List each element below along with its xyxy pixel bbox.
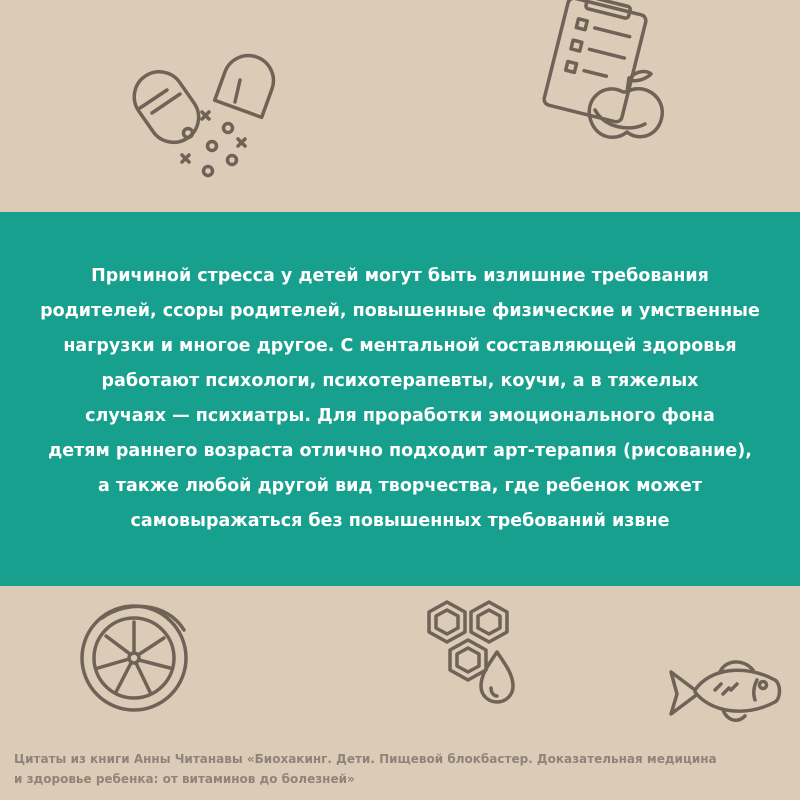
caption-line: и здоровье ребенка: от витаминов до болезней» bbox=[14, 772, 355, 786]
caption-line: Цитаты из книги Анны Читанавы «Биохакинг. Дети. Пищевой блокбастер. Доказательная медицина bbox=[14, 752, 717, 766]
quote-line: случаях — психиатры. Для проработки эмоционального фона bbox=[85, 406, 715, 426]
quote-line: нагрузки и многое другое. С ментальной составляющей здоровья bbox=[63, 336, 737, 356]
quote-line: родителей, ссоры родителей, повышенные физические и умственные bbox=[40, 301, 760, 321]
quote-line: а также любой другой вид творчества, где ребенок может bbox=[97, 476, 703, 496]
quote-line: Причиной стресса у детей могут быть излишние требования bbox=[91, 266, 709, 286]
quote-banner bbox=[0, 212, 800, 586]
checklist-apple-icon bbox=[535, 0, 665, 150]
honeycomb-drop-icon bbox=[425, 600, 525, 710]
fish-icon bbox=[665, 650, 785, 740]
quote-text bbox=[10, 259, 790, 539]
citrus-slice-icon bbox=[72, 590, 202, 720]
quote-line: детям раннего возраста отлично подходит арт-терапия (рисование), bbox=[48, 441, 752, 461]
capsule-pills-icon bbox=[110, 40, 280, 190]
source-caption bbox=[14, 749, 794, 789]
quote-line: самовыражаться без повышенных требований извне bbox=[130, 511, 670, 531]
quote-line: работают психологи, психотерапевты, коучи, а в тяжелых bbox=[101, 371, 699, 391]
